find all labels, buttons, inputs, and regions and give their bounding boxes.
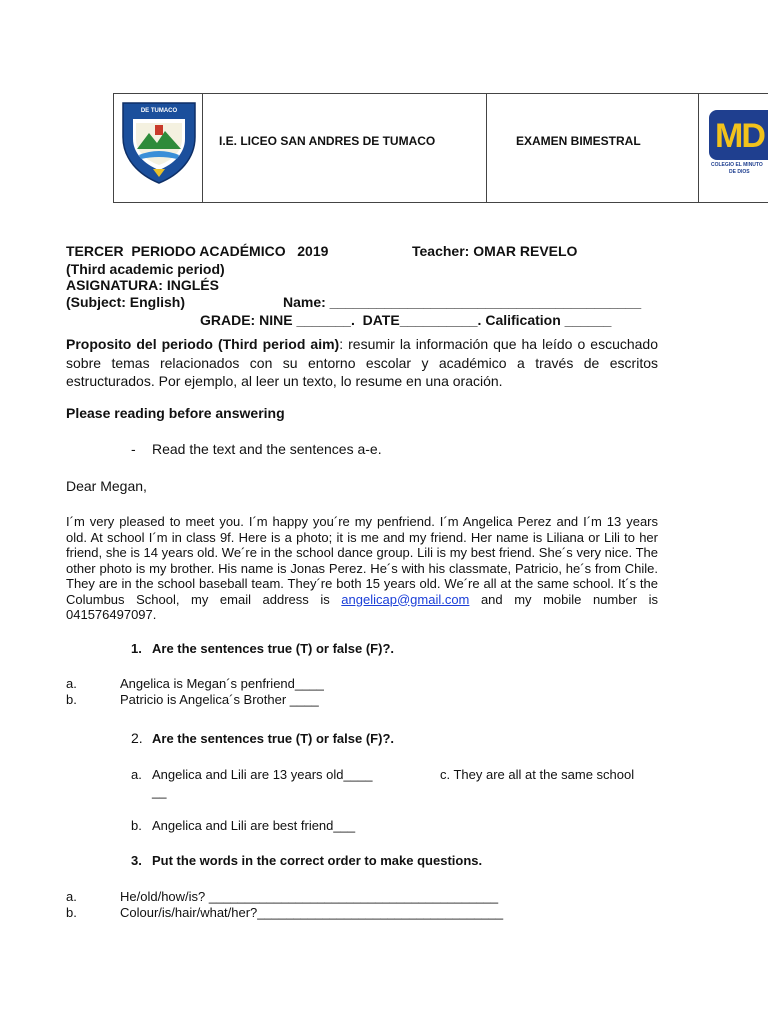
school-name: I.E. LICEO SAN ANDRES DE TUMACO (219, 134, 436, 148)
crest-banner-text: DE TUMACO (140, 108, 178, 114)
letter-text: I´m very pleased to meet you. I´m happy you´re my penfriend. I´m Angelica Perez and I´m 13 years old. At school I´m in class 9f. Here is a photo; it is me and my friend. Her name is Liliana or Lili to her friend, she is 14 years old. We´re in the school dance group. Lili is my best friend. She´s very nice. The other photo is my brother. His name is Jonas Perez. He´s with his classmate, Patricio, he´s from Chile. They are in the school baseball team. They´re both 15 years old. We´re all at the same school. It´s the Columbus School, my email address is (66, 514, 658, 607)
md-logo-text: MD (715, 117, 764, 155)
teacher-line: Teacher: OMAR REVELO (412, 243, 578, 259)
header-divider (698, 94, 699, 202)
q1-item-letter: a. (66, 676, 77, 691)
name-field[interactable]: Name: ________________________________________ (283, 294, 642, 310)
q1-item-text[interactable]: Angelica is Megan´s penfriend____ (120, 676, 324, 691)
q2-c-blank[interactable]: __ (152, 784, 167, 799)
instructions-title: Please reading before answering (66, 405, 285, 421)
q2-a-text[interactable]: Angelica and Lili are 13 years old____ (152, 767, 373, 782)
md-caption-1: COLEGIO EL MINUTO (711, 162, 763, 168)
purpose-label: Proposito del periodo (Third period aim) (66, 336, 340, 352)
subject-line: ASIGNATURA: INGLÉS (66, 277, 219, 293)
q2-title: Are the sentences true (T) or false (F)?. (152, 731, 394, 746)
q3-item-text[interactable]: Colour/is/hair/what/her?__________________________________ (120, 905, 504, 920)
q2-b-letter: b. (131, 818, 142, 833)
header-table (113, 93, 768, 203)
purpose-paragraph (66, 335, 658, 391)
q2-a-letter: a. (131, 767, 142, 782)
email-link[interactable]: angelicap@gmail.com (341, 591, 470, 607)
letter-greeting: Dear Megan, (66, 478, 147, 494)
grade-date-line[interactable]: GRADE: NINE _______. DATE__________. Calification ______ (200, 312, 612, 328)
q1-number: 1. (131, 641, 142, 656)
q2-b-text[interactable]: Angelica and Lili are best friend___ (152, 818, 356, 833)
instruction-bullet: Read the text and the sentences a-e. (152, 441, 382, 457)
period-english: (Third academic period) (66, 261, 225, 277)
q3-number: 3. (131, 853, 142, 868)
bullet-dash: - (131, 441, 136, 457)
exam-title: EXAMEN BIMESTRAL (516, 134, 641, 148)
q3-title: Put the words in the correct order to make questions. (152, 853, 483, 868)
subject-english: (Subject: English) (66, 294, 185, 310)
q3-item-text[interactable]: He/old/how/is? ________________________________________ (120, 889, 499, 904)
school-crest-logo (119, 97, 199, 185)
md-logo (709, 110, 768, 180)
q1-item-letter: b. (66, 692, 77, 707)
q1-title: Are the sentences true (T) or false (F)?. (152, 641, 394, 656)
q2-c-text[interactable]: c. They are all at the same school (440, 767, 635, 782)
letter-body (66, 514, 658, 623)
q3-item-letter: a. (66, 889, 77, 904)
header-divider (202, 94, 203, 202)
purpose-text: : resumir la información que ha leído o escuchado sobre temas relacionados con su entorno escolar y académico a través de escritos estructurados. Por ejemplo, al leer un texto, lo resume en una oración. (66, 336, 658, 389)
q1-item-text[interactable]: Patricio is Angelica´s Brother ____ (120, 692, 319, 707)
letter-tail: and my mobile number is 041576497097. (66, 591, 658, 622)
q3-item-letter: b. (66, 905, 77, 920)
header-divider (486, 94, 487, 202)
md-caption-2: DE DIOS (729, 169, 750, 175)
period-line: TERCER PERIODO ACADÉMICO 2019 (66, 243, 329, 259)
q2-number: 2. (131, 730, 143, 746)
